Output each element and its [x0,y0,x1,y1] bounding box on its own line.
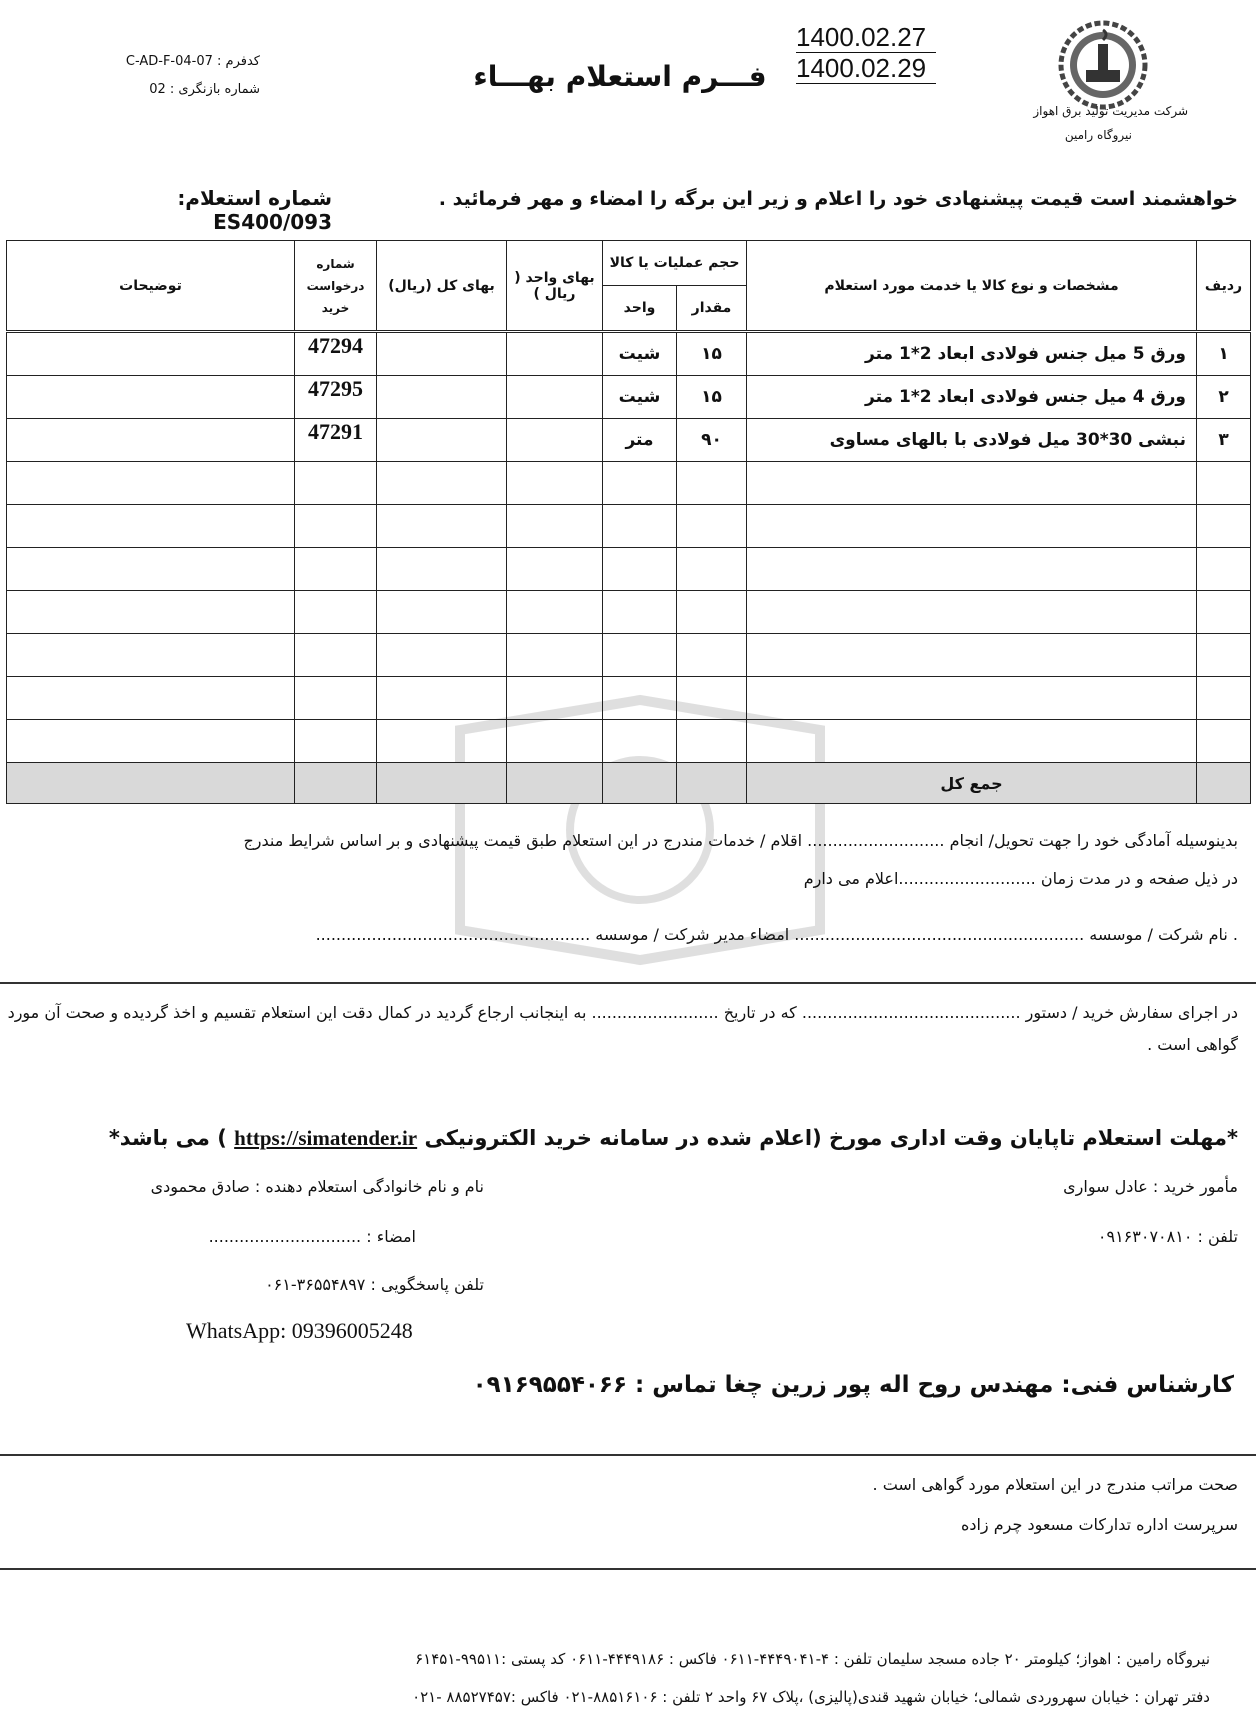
table-row [7,419,1251,462]
empty-row [7,505,1251,548]
declaration-line-1: بدینوسیله آمادگی خود را جهت تحویل/ انجام ........................... اقلام / خدمات مندرج در این استعلام طبق قیمت پیشنهادی و بر اساس شرایط مندرج [243,831,1238,850]
item-notes[interactable] [7,332,295,376]
header-row-no: ردیف [1197,241,1251,332]
divider [0,982,1256,984]
divider [0,1454,1256,1456]
footer-address-tehran: دفتر تهران : خیابان سهروردی شمالی؛ خیابان شهید قندی(پالیزی) ،پلاک ۶۷ واحد ۲ تلفن : ۸۸۵۱۶۱۰۶-۰۲۱ فاکس :۸۸۵۲۷۴۵۷ -۰۲۱ [412,1688,1210,1706]
item-description: ورق 5 میل جنس فولادی ابعاد 2*1 متر [747,332,1197,376]
date-2: 1400.02.29 [796,53,936,84]
item-qty: ۹۰ [677,419,747,462]
item-pr-number: 47294 [295,332,377,376]
item-unit-price[interactable] [507,376,603,419]
inquiry-dates [796,22,936,84]
row-number: ۲ [1197,376,1251,419]
whatsapp-number: WhatsApp: 09396005248 [186,1318,413,1343]
item-total-price[interactable] [377,376,507,419]
inquiry-number: شماره استعلام: ES400/093 [177,186,332,234]
header-total-price: بهای کل (ریال) [377,241,507,332]
form-revision: شماره بازنگری : 02 [149,82,260,97]
table-row [7,332,1251,376]
deadline-notice [109,1126,1238,1151]
item-notes[interactable] [7,419,295,462]
plant-name: نیروگاه رامین [1064,128,1132,142]
item-description: ورق 4 میل جنس فولادی ابعاد 2*1 متر [747,376,1197,419]
header-unit-price: بهای واحد ( ریال ) [507,241,603,332]
technical-expert: کارشناس فنی: مهندس روح اله پور زرین چغا تماس : ۰۹۱۶۹۵۵۴۰۶۶ [472,1372,1234,1398]
empty-row [7,548,1251,591]
item-unit-price[interactable] [507,419,603,462]
header-pr-number: شماره درخواست خرید [295,241,377,332]
item-total-price[interactable] [377,419,507,462]
item-unit: متر [603,419,677,462]
header-notes: توضیحات [7,241,295,332]
header-volume: حجم عملیات یا کالا [603,241,747,286]
item-qty: ۱۵ [677,332,747,376]
declaration-line-3: . نام شرکت / موسسه ......................................................... امضاء مدیر شرکت / موسسه ...................................................... [315,925,1238,944]
empty-row [7,634,1251,677]
item-unit: شیت [603,332,677,376]
item-notes[interactable] [7,376,295,419]
answer-phone: تلفن پاسخگویی : ۳۶۵۵۴۸۹۷-۰۶۱ [265,1275,484,1294]
item-unit: شیت [603,376,677,419]
company-name: شرکت مدیریت تولید برق اهواز [1033,104,1188,118]
tender-link[interactable]: https://simatender.ir [234,1126,418,1150]
declaration-line-2: در ذیل صفحه و در مدت زمان ...........................اعلام می دارم [803,869,1238,888]
total-price[interactable] [377,763,507,804]
empty-row [7,677,1251,720]
form-code: کدفرم : C-AD-F-04-07 [125,54,260,69]
total-row [7,763,1251,804]
form-title: فـــرم استعلام بهـــاء [473,60,767,93]
buyer-phone: تلفن : ۰۹۱۶۳۰۷۰۸۱۰ [1097,1227,1238,1246]
deadline-text: *مهلت استعلام تاپایان وقت اداری مورخ (اعلام شده در سامانه خرید الکترونیکی [424,1126,1238,1150]
table-row [7,376,1251,419]
empty-row [7,591,1251,634]
item-qty: ۱۵ [677,376,747,419]
row-number: ۳ [1197,419,1251,462]
header-description: مشخصات و نوع کالا یا خدمت مورد استعلام [747,241,1197,332]
item-pr-number: 47295 [295,376,377,419]
order-line-1: در اجرای سفارش خرید / دستور ........................................... که در تاریخ ......................... به اینجانب ارجاع گردید در کمال دقت این استعلام تقسیم و اخذ گردیده و صحت آن مورد [7,1003,1238,1022]
inquirer-signature: امضاء : .............................. [208,1227,416,1246]
total-label: جمع کل [747,763,1197,804]
date-1: 1400.02.27 [796,22,936,53]
total-unit-price[interactable] [507,763,603,804]
header-unit: واحد [603,286,677,332]
company-logo [1058,20,1148,110]
item-pr-number: 47291 [295,419,377,462]
empty-row [7,720,1251,763]
certification-line-2: سرپرست اداره تدارکات مسعود چرم زاده [960,1515,1238,1534]
order-line-2: گواهی است . [1147,1035,1238,1054]
divider [0,1568,1256,1570]
items-table [6,240,1250,804]
empty-row [7,462,1251,505]
item-total-price[interactable] [377,332,507,376]
buyer-name: مأمور خرید : عادل سواری [1063,1177,1238,1196]
row-number: ۱ [1197,332,1251,376]
footer-address-plant: نیروگاه رامین : اهواز؛ کیلومتر ۲۰ جاده مسجد سلیمان تلفن : ۴-۴۴۴۹۰۴۱-۰۶۱۱ فاکس : ۴۴۴۹۱۸۶-۰۶۱۱ کد پستی :۹۹۵۱۱-۶۱۴۵۱ [415,1650,1210,1668]
deadline-end: ) می باشد* [108,1126,227,1150]
certification-line-1: صحت مراتب مندرج در این استعلام مورد گواهی است . [872,1475,1238,1494]
header-qty: مقدار [677,286,747,332]
item-unit-price[interactable] [507,332,603,376]
item-description: نبشی 30*30 میل فولادی با بالهای مساوی [747,419,1197,462]
intro-text: خواهشمند است قیمت پیشنهادی خود را اعلام و زیر این برگه را امضاء و مهر فرمائید . [438,188,1238,210]
inquirer-name: نام و نام خانوادگی استعلام دهنده : صادق محمودی [150,1177,484,1196]
